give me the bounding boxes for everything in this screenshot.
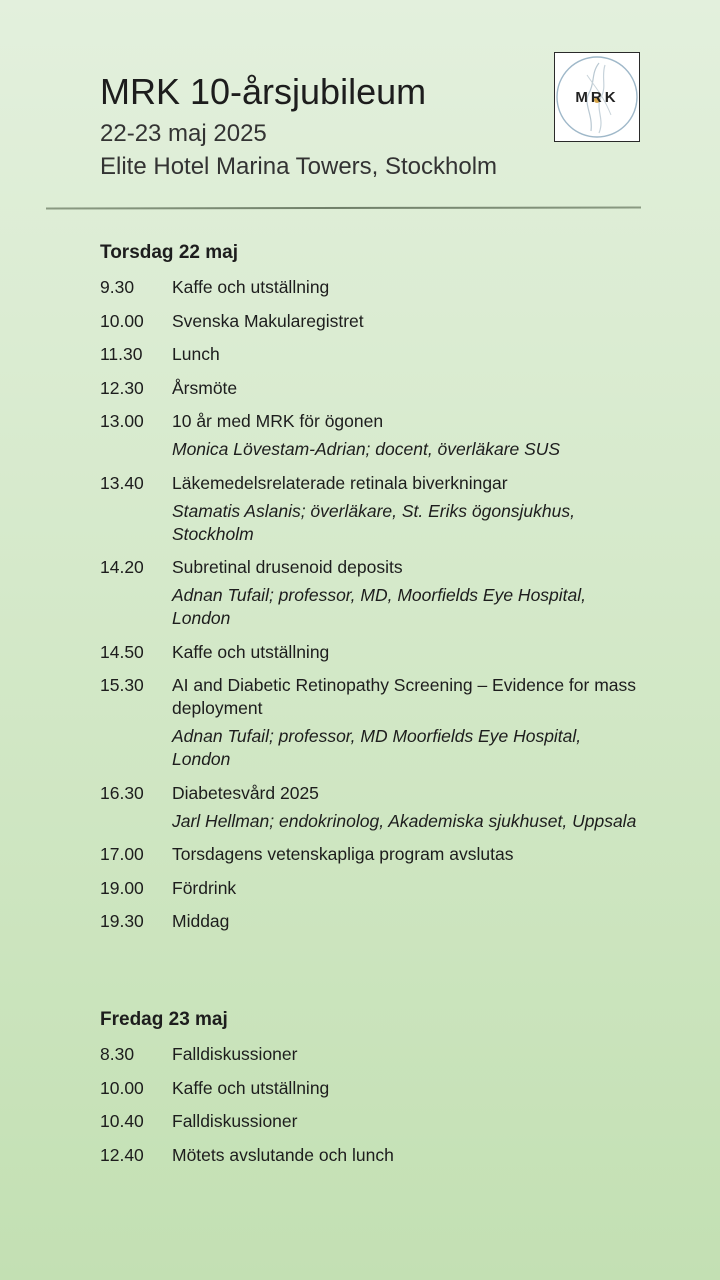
schedule-row — [100, 343, 660, 366]
day-title: Torsdag 22 maj — [100, 242, 238, 263]
schedule-row — [100, 276, 660, 299]
schedule-time: 8.30 — [100, 1044, 135, 1064]
day-section-friday — [100, 1007, 660, 1177]
page-title: MRK 10-årsjubileum — [100, 71, 427, 112]
schedule-content — [172, 410, 637, 461]
schedule-row — [100, 1077, 660, 1100]
schedule-row — [100, 472, 660, 546]
session-title: Diabetesvård 2025 — [172, 782, 319, 803]
schedule-content — [172, 877, 637, 900]
event-venue: Elite Hotel Marina Towers, Stockholm — [100, 153, 498, 180]
header — [100, 70, 550, 184]
schedule-time: 10.40 — [100, 1111, 144, 1131]
session-title: 10 år med MRK för ögonen — [172, 411, 384, 431]
schedule-row — [100, 674, 660, 771]
schedule-time: 17.00 — [100, 844, 144, 864]
session-title: Kaffe och utställning — [172, 1077, 330, 1098]
session-title: Falldiskussioner — [172, 1111, 298, 1131]
session-title: AI and Diabetic Retinopathy Screening – Evidence for mass deployment — [172, 675, 637, 718]
schedule-time: 11.30 — [100, 344, 143, 364]
schedule-content — [172, 910, 637, 933]
schedule-content — [172, 1144, 637, 1167]
session-title: Fördrink — [172, 877, 237, 898]
schedule-time: 9.30 — [100, 277, 135, 297]
schedule-content — [172, 310, 637, 333]
schedule-content — [172, 472, 637, 546]
logo-text: MRK — [575, 89, 619, 106]
schedule-content — [172, 782, 637, 833]
schedule-content — [172, 641, 637, 664]
session-title: Årsmöte — [172, 377, 238, 398]
schedule-row — [100, 1043, 660, 1066]
schedule-time: 16.30 — [100, 782, 144, 803]
schedule-row — [100, 641, 660, 664]
session-speaker: Monica Lövestam-Adrian; docent, överläkare SUS — [172, 439, 561, 459]
schedule-content — [172, 377, 637, 400]
schedule-row — [100, 556, 660, 630]
schedule-time: 10.00 — [100, 1077, 144, 1098]
session-speaker: Stamatis Aslanis; överläkare, St. Eriks ögonsjukhus, Stockholm — [172, 500, 575, 544]
day-section-thursday — [100, 240, 660, 944]
schedule-time: 14.20 — [100, 557, 144, 577]
schedule-time: 12.40 — [100, 1144, 144, 1165]
schedule-row — [100, 843, 660, 866]
schedule-content — [172, 674, 637, 771]
schedule-content — [172, 343, 637, 366]
schedule-time: 15.30 — [100, 675, 144, 695]
schedule-time: 13.00 — [100, 411, 144, 431]
session-title: Mötets avslutande och lunch — [172, 1144, 394, 1165]
session-speaker: Jarl Hellman; endokrinolog, Akademiska sjukhuset, Uppsala — [172, 810, 637, 831]
schedule-content — [172, 276, 637, 299]
schedule-content — [172, 556, 637, 630]
header-divider — [46, 206, 641, 209]
schedule-time: 12.30 — [100, 377, 144, 398]
day-title: Fredag 23 maj — [100, 1009, 228, 1030]
session-title: Lunch — [172, 344, 220, 364]
schedule-row — [100, 782, 660, 833]
schedule-row — [100, 910, 660, 933]
mrk-logo — [554, 52, 640, 142]
schedule-content — [172, 1077, 637, 1100]
session-title: Falldiskussioner — [172, 1044, 298, 1064]
session-title: Läkemedelsrelaterade retinala biverkningar — [172, 472, 508, 493]
schedule-row — [100, 1110, 660, 1133]
schedule-row — [100, 377, 660, 400]
session-title: Middag — [172, 911, 230, 931]
schedule-time: 13.40 — [100, 472, 144, 493]
schedule-time: 19.00 — [100, 877, 144, 898]
session-title: Svenska Makularegistret — [172, 310, 364, 331]
schedule-time: 19.30 — [100, 911, 144, 931]
session-title: Kaffe och utställning — [172, 277, 330, 297]
session-title: Torsdagens vetenskapliga program avslutas — [172, 844, 514, 864]
session-title: Kaffe och utställning — [172, 641, 330, 662]
session-speaker: Adnan Tufail; professor, MD Moorfields Eye Hospital, London — [172, 726, 582, 769]
schedule-content — [172, 843, 637, 866]
schedule-row — [100, 877, 660, 900]
schedule-row — [100, 310, 660, 333]
schedule-content — [172, 1043, 637, 1066]
schedule-row — [100, 1144, 660, 1167]
schedule-time: 14.50 — [100, 641, 144, 662]
event-date: 22-23 maj 2025 — [100, 120, 267, 147]
schedule-time: 10.00 — [100, 310, 144, 331]
schedule-content — [172, 1110, 637, 1133]
session-title: Subretinal drusenoid deposits — [172, 557, 403, 577]
schedule-row — [100, 410, 660, 461]
session-speaker: Adnan Tufail; professor, MD, Moorfields Eye Hospital, London — [172, 585, 587, 628]
